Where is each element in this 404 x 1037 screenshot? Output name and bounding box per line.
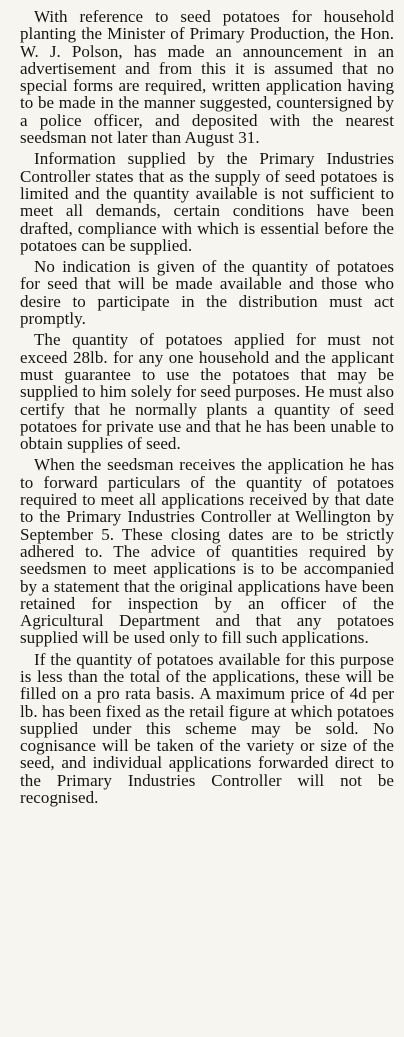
article-paragraph-5: When the seedsman receives the application he has to forward particulars of the quantity of potatoes required to meet all applications received by that date to the Primary Industries Controller at Wellington by September 5. These closing dates are to be strictly adhered to. The advice of quantities required by seedsmen to meet applications is to be accompanied by a statement that the original applications have been retained for inspection by an officer of the Agricultural Department and that any potatoes supplied will be used only to fill such applications. xyxy=(20,455,394,648)
article-column xyxy=(20,8,394,806)
article-paragraph-4: The quantity of potatoes applied for must not exceed 28lb. for any one household and the applicant must guarantee to use the potatoes that may be supplied to him solely for seed purposes. He must also certify that he normally plants a quantity of seed potatoes for private use and that he has been unable to obtain supplies of seed. xyxy=(20,330,394,454)
article-paragraph-2: Information supplied by the Primary Industries Controller states that as the supply of seed potatoes is limited and the quantity available is not sufficient to meet all demands, certain conditions have been drafted, compliance with which is essential before the potatoes can be supplied. xyxy=(20,149,394,255)
article-paragraph-6: If the quantity of potatoes available for this purpose is less than the total of the applications, these will be filled on a pro rata basis. A maximum price of 4d per lb. has been fixed as the retail figure at which potatoes supplied under this scheme may be sold. No cognisance will be taken of the variety or size of the seed, and individual applications forwarded direct to the Primary Industries Controller will not be recognised. xyxy=(20,649,394,808)
article-paragraph-3: No indication is given of the quantity of potatoes for seed that will be made available and those who desire to participate in the distribution must act promptly. xyxy=(20,257,394,329)
article-paragraph-1: With reference to seed potatoes for household planting the Minister of Primary Production, the Hon. W. J. Polson, has made an announcement in an advertisement and from this it is assumed that no special forms are required, written application having to be made in the manner suggested, countersigned by a police officer, and deposited with the nearest seedsman not later than August 31. xyxy=(20,7,394,148)
